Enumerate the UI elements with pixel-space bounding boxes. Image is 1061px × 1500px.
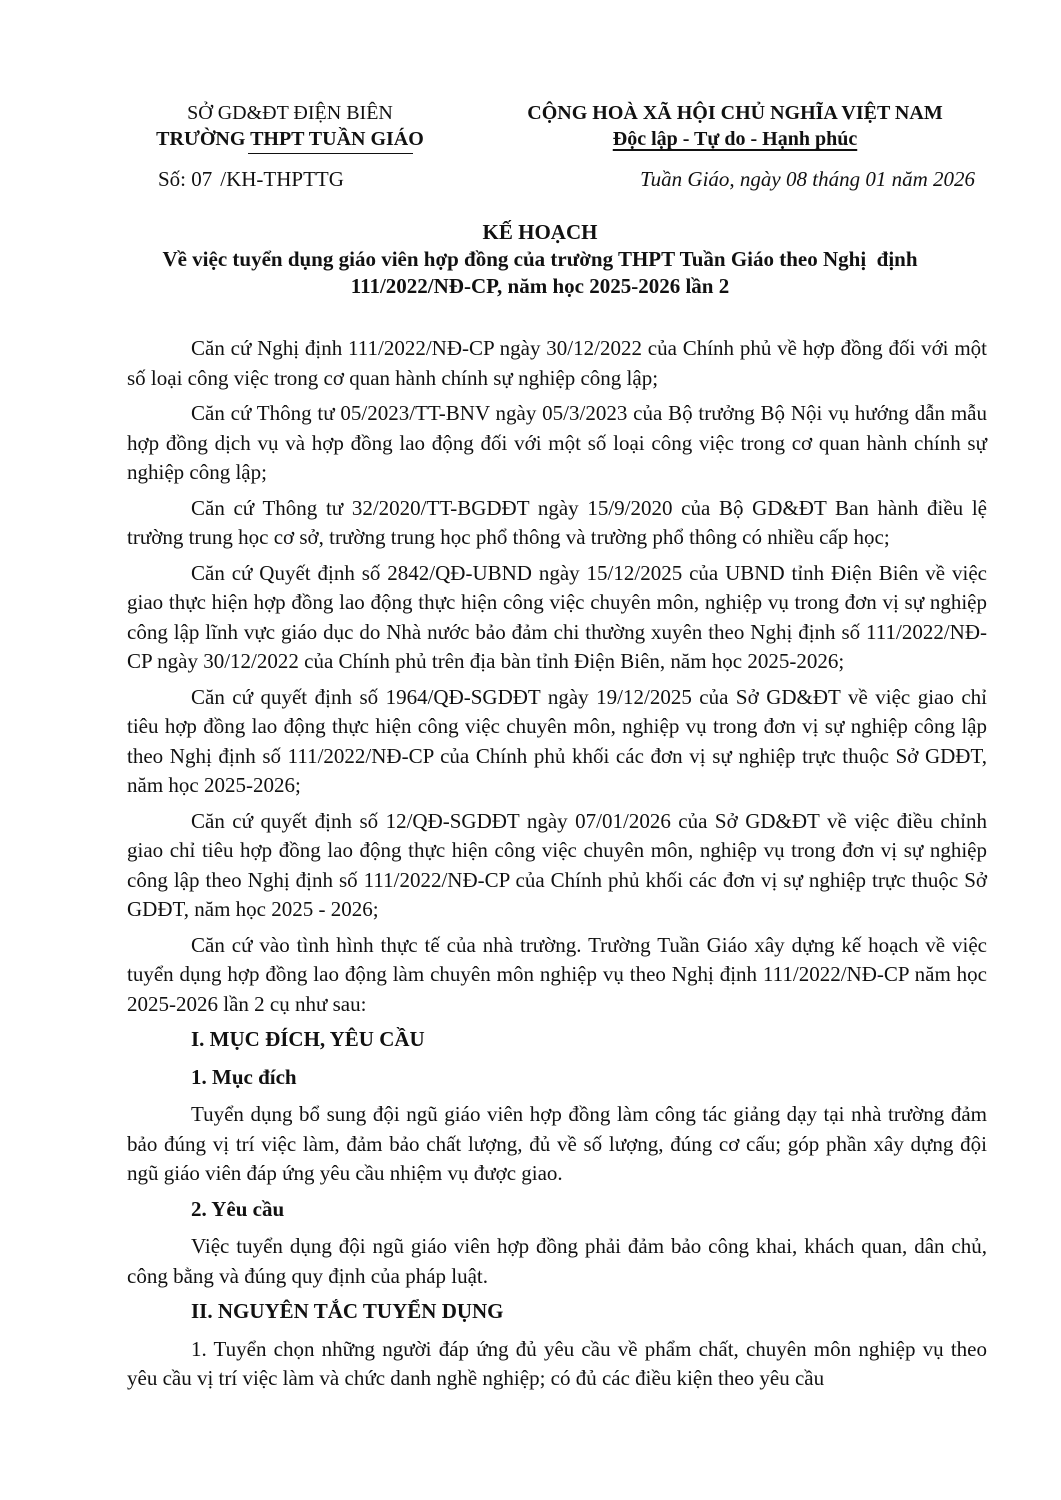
basis-paragraph: Căn cứ quyết định số 1964/QĐ-SGDĐT ngày 19/12/2025 của Sở GD&ĐT về việc giao chỉ tiêu hợp đồng lao động thực hiện công việc chuyên môn, nghiệp vụ trong đơn vị sự nghiệp công lập theo Nghị định số 111/2022/NĐ-CP của Chính phủ khối các đơn vị sự nghiệp trực thuộc Sở GDĐT, năm học 2025-2026; <box>127 684 987 797</box>
basis-paragraph: Căn cứ Quyết định số 2842/QĐ-UBND ngày 15/12/2025 của UBND tỉnh Điện Biên về việc giao thực hiện hợp đồng lao động thực hiện công việc chuyên môn, nghiệp vụ trong đơn vị sự nghiệp công lập lĩnh vực giáo dục do Nhà nước bảo đảm chi thường xuyên theo Nghị định số 111/2022/NĐ-CP ngày 30/12/2022 của Chính phủ trên địa bàn tỉnh Điện Biên, năm học 2025-2026; <box>127 560 987 673</box>
subsection-heading-requirements: 2. Yêu cầu <box>191 1196 285 1221</box>
basis-paragraph: Căn cứ Nghị định 111/2022/NĐ-CP ngày 30/12/2022 của Chính phủ về hợp đồng đối với một số loại công việc trong cơ quan hành chính sự nghiệp công lập; <box>127 336 987 390</box>
basis-paragraph: Căn cứ Thông tư 05/2023/TT-BNV ngày 05/3/2023 của Bộ trưởng Bộ Nội vụ hướng dẫn mẫu hợp đồng dịch vụ và hợp đồng lao động đối với một số loại công việc trong cơ quan hành chính sự nghiệp công lập; <box>127 401 987 484</box>
principle-paragraph: 1. Tuyển chọn những người đáp ứng đủ yêu cầu về phẩm chất, chuyên môn nghiệp vụ theo yêu cầu vị trí việc làm và chức danh nghề nghiệp; có đủ các điều kiện theo yêu cầu <box>127 1336 987 1390</box>
country-name: CỘNG HOÀ XÃ HỘI CHỦ NGHĨA VIỆT NAM <box>527 102 943 124</box>
document-title <box>100 219 980 300</box>
document-body <box>127 334 987 1400</box>
section-heading-principles: II. NGUYÊN TẮC TUYỂN DỤNG <box>191 1299 504 1323</box>
basis-paragraph: Căn cứ quyết định số 12/QĐ-SGDĐT ngày 07/01/2026 của Sở GD&ĐT về việc điều chỉnh giao chỉ tiêu hợp đồng lao động thực hiện công việc chuyên môn, nghiệp vụ trong đơn vị sự nghiệp công lập theo Nghị định số 111/2022/NĐ-CP của Chính phủ khối các đơn vị sự nghiệp trực thuộc Sở GDĐT, năm học 2025 - 2026; <box>127 808 987 921</box>
title-line-1: Về việc tuyển dụng giáo viên hợp đồng của trường THPT Tuần Giáo theo Nghị định <box>162 247 918 271</box>
purpose-paragraph: Tuyển dụng bổ sung đội ngũ giáo viên hợp đồng làm công tác giảng dạy tại nhà trường đảm bảo đúng vị trí việc làm, đảm bảo chất lượng, đủ về số lượng, đúng cơ cấu; góp phần xây dựng đội ngũ giáo viên đáp ứng yêu cầu nhiệm vụ được giao. <box>127 1102 987 1185</box>
section-heading-purpose: I. MỤC ĐÍCH, YÊU CẦU <box>191 1027 425 1051</box>
school-name: TRƯỜNG THPT TUẦN GIÁO <box>110 126 470 152</box>
issuing-agency-block <box>110 100 470 152</box>
place-date: Tuần Giáo, ngày 08 tháng 01 năm 2026 <box>640 167 975 191</box>
agency-name: SỞ GD&ĐT ĐIỆN BIÊN <box>187 102 393 124</box>
requirements-paragraph: Việc tuyển dụng đội ngũ giáo viên hợp đồng phải đảm bảo công khai, khách quan, dân chủ, công bằng và đúng quy định của pháp luật. <box>127 1234 987 1288</box>
basis-paragraph: Căn cứ vào tình hình thực tế của nhà trường. Trường Tuần Giáo xây dựng kế hoạch về việc tuyển dụng hợp đồng lao động làm chuyên môn nghiệp vụ theo Nghị định 111/2022/NĐ-CP năm học 2025-2026 lần 2 cụ như sau: <box>127 932 987 1016</box>
national-title-block <box>470 100 1000 152</box>
document-number: Số: 07 /KH-THPTTG <box>158 167 344 191</box>
motto: Độc lập - Tự do - Hạnh phúc <box>612 128 858 150</box>
title-heading: KẾ HOẠCH <box>482 220 598 244</box>
basis-paragraph: Căn cứ Thông tư 32/2020/TT-BGDĐT ngày 15/9/2020 của Bộ GD&ĐT Ban hành điều lệ trường trung học cơ sở, trường trung học phổ thông và trường phổ thông có nhiều cấp học; <box>127 495 987 549</box>
subsection-heading-purpose: 1. Mục đích <box>191 1064 297 1089</box>
title-line-2: 111/2022/NĐ-CP, năm học 2025-2026 lần 2 <box>350 274 730 298</box>
